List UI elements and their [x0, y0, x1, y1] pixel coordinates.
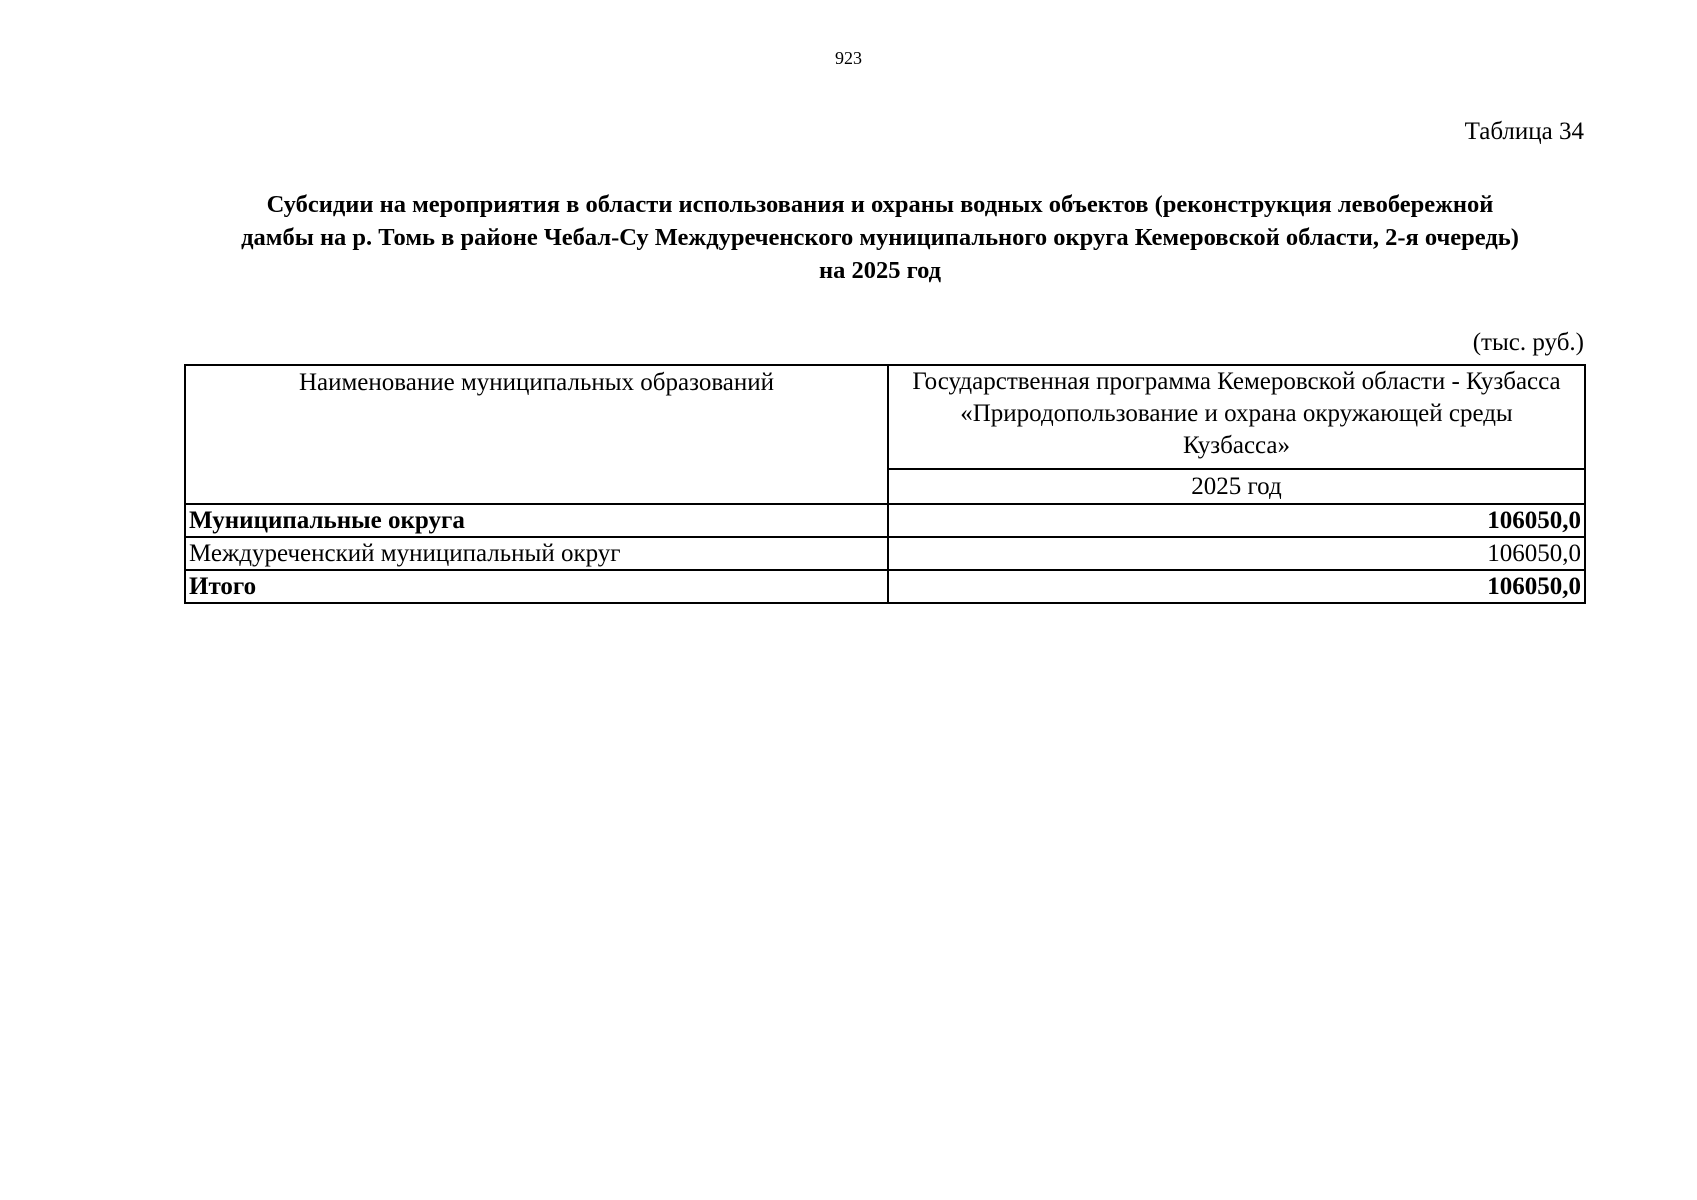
- header-cell-program: [888, 365, 1585, 469]
- table-row: [185, 570, 1585, 603]
- row-name-cell: Муниципальные округа: [185, 504, 888, 537]
- title-line: Субсидии на мероприятия в области использования и охраны водных объектов (реконструкция левобережной: [266, 191, 1494, 218]
- row-value-cell: 106050,0: [888, 537, 1585, 570]
- program-line: «Природопользование и охрана окружающей среды: [960, 400, 1513, 427]
- units-label: (тыс. руб.): [1472, 329, 1584, 356]
- row-name-cell: Итого: [185, 570, 888, 603]
- header-cell-year: 2025 год: [888, 469, 1585, 504]
- row-name-cell: Междуреченский муниципальный округ: [185, 537, 888, 570]
- row-value-cell: 106050,0: [888, 504, 1585, 537]
- table-label: Таблица 34: [1464, 118, 1584, 145]
- subsidy-table: [184, 364, 1586, 604]
- table-row: [185, 537, 1585, 570]
- program-line: Кузбасса»: [1182, 432, 1291, 459]
- title-line: дамбы на р. Томь в районе Чебал-Су Междуреченского муниципального округа Кемеровской области, 2-я очередь): [241, 224, 1519, 251]
- page-number: 923: [835, 48, 862, 68]
- table-row: [185, 504, 1585, 537]
- program-line: Государственная программа Кемеровской области - Кузбасса: [912, 368, 1561, 395]
- title-line: на 2025 год: [818, 257, 942, 284]
- table-header-row: [185, 365, 1585, 469]
- header-cell-name: Наименование муниципальных образований: [185, 365, 888, 504]
- document-title: [160, 188, 1600, 287]
- row-value-cell: 106050,0: [888, 570, 1585, 603]
